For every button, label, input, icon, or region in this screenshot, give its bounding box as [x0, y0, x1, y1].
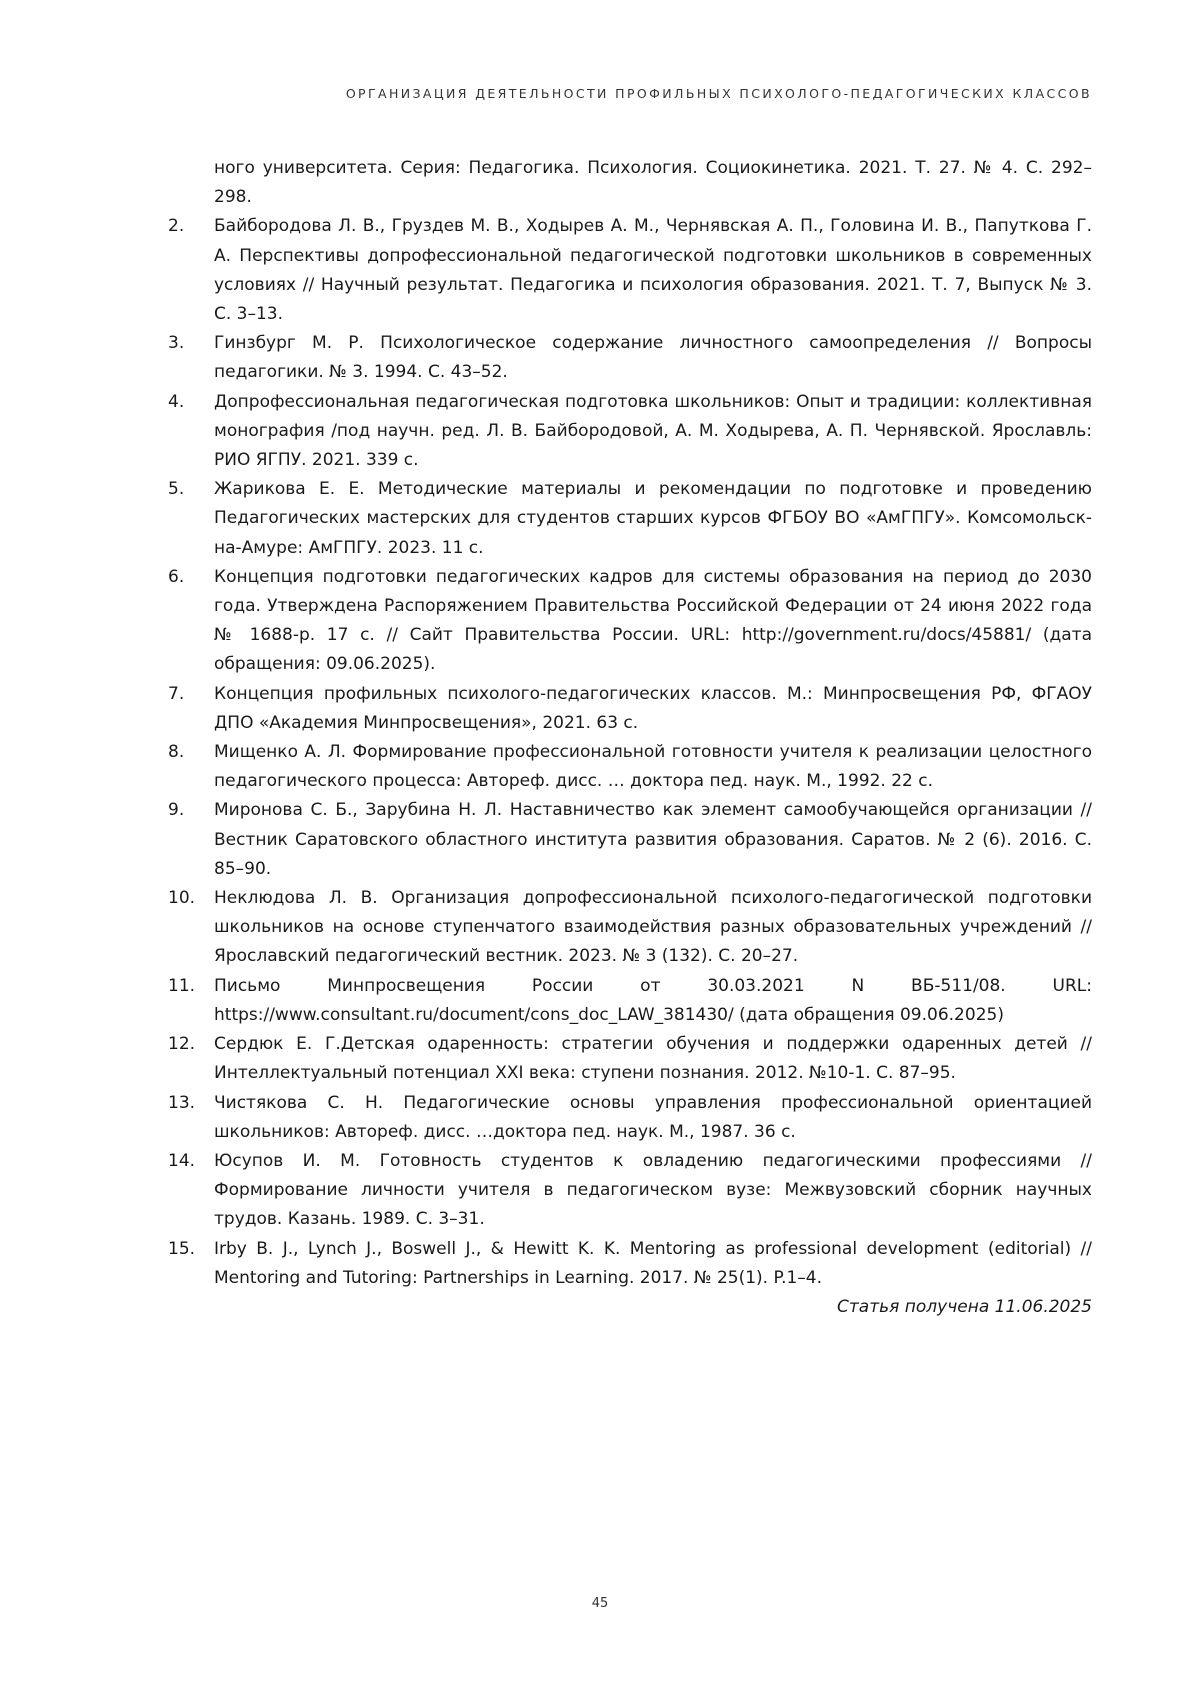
reference-text: Концепция профильных психолого-педагогических классов. М.: Минпросвещения РФ, ФГАОУ ДПО «Академия Минпросвещения», 2021. 63 с. [214, 683, 1092, 733]
reference-item-11 [168, 972, 1092, 1030]
reference-number: 8. [168, 742, 185, 763]
reference-number: 15. [168, 1238, 196, 1259]
reference-item-4 [168, 388, 1092, 476]
reference-text: Концепция подготовки педагогических кадров для системы образования на период до 2030 года. Утверждена Распоряжением Правительства Российской Федерации от 24 июня 2022 года № 1688-р. 17 с. // Сайт Правительства России. URL: http://government.ru/docs/45881/ (дата обращения: 09.06.2025). [214, 566, 1092, 675]
reference-text: Миронова С. Б., Зарубина Н. Л. Наставничество как элемент самообучающейся организации // Вестник Саратовского областного института развития образования. Саратов. № 2 (6). 2016. С. 85–90. [214, 800, 1092, 879]
reference-number: 4. [168, 391, 185, 412]
running-header: ОРГАНИЗАЦИЯ ДЕЯТЕЛЬНОСТИ ПРОФИЛЬНЫХ ПСИХОЛОГО-ПЕДАГОГИЧЕСКИХ КЛАССОВ [345, 86, 1092, 101]
reference-text: Irby B. J., Lynch J., Boswell J., & Hewitt K. K. Mentoring as professional development (editorial) // Mentoring and Tutoring: Partnerships in Learning. 2017. № 25(1). P.1–4. [214, 1238, 1092, 1288]
reference-number: 11. [168, 975, 196, 996]
reference-number: 3. [168, 333, 185, 354]
reference-item-5 [168, 475, 1092, 563]
reference-number: 7. [168, 683, 185, 704]
reference-text: Неклюдова Л. В. Организация допрофессиональной психолого-педагогической подготовки школьников на основе ступенчатого взаимодействия разных образовательных учреждений // Ярославский педагогический вестник. 2023. № 3 (132). С. 20–27. [214, 888, 1092, 967]
reference-text: Жарикова Е. Е. Методические материалы и рекомендации по подготовке и проведению Педагогических мастерских для студентов старших курсов ФГБОУ ВО «АмГПГУ». Комсомольск-на-Амуре: АмГПГУ. 2023. 11 с. [214, 479, 1092, 558]
reference-text: Байбородова Л. В., Груздев М. В., Ходырев А. М., Чернявская А. П., Головина И. В., Папуткова Г. А. Перспективы допрофессиональной педагогической подготовки школьников в современных условиях // Научный результат. Педагогика и психология образования. 2021. Т. 7, Выпуск № 3. С. 3–13. [214, 216, 1092, 325]
page-number: 45 [591, 1596, 609, 1611]
reference-number: 2. [168, 216, 185, 237]
reference-number: 13. [168, 1092, 196, 1113]
reference-number: 6. [168, 566, 185, 587]
reference-item-2 [168, 212, 1092, 329]
reference-text: Гинзбург М. Р. Психологическое содержание личностного самоопределения // Вопросы педагогики. № 3. 1994. С. 43–52. [214, 333, 1092, 383]
reference-text: Чистякова С. Н. Педагогические основы управления профессиональной ориентацией школьников: Автореф. дисс. …доктора пед. наук. М., 1987. 36 с. [214, 1092, 1092, 1142]
reference-text: ного университета. Серия: Педагогика. Психология. Социокинетика. 2021. Т. 27. № 4. С. 292–298. [214, 158, 1092, 208]
reference-item-3 [168, 329, 1092, 387]
reference-item-9 [168, 796, 1092, 884]
reference-item-8 [168, 738, 1092, 796]
reference-text: Мищенко А. Л. Формирование профессиональной готовности учителя к реализации целостного педагогического процесса: Автореф. дисс. … доктора пед. наук. М., 1992. 22 с. [214, 742, 1092, 792]
reference-item-10 [168, 884, 1092, 972]
reference-text: Допрофессиональная педагогическая подготовка школьников: Опыт и традиции: коллективная монография /под научн. ред. Л. В. Байбородовой, А. М. Ходырева, А. П. Чернявской. Ярославль: РИО ЯГПУ. 2021. 339 с. [214, 391, 1092, 471]
reference-number: 10. [168, 888, 196, 909]
reference-item-15 [168, 1235, 1092, 1293]
reference-number: 14. [168, 1150, 196, 1171]
reference-text: Юсупов И. М. Готовность студентов к овладению педагогическими профессиями // Формирование личности учителя в педагогическом вузе: Межвузовский сборник научных трудов. Казань. 1989. С. 3–31. [214, 1150, 1092, 1230]
reference-continuation [168, 154, 1092, 212]
reference-item-14 [168, 1147, 1092, 1235]
reference-item-12 [168, 1030, 1092, 1088]
reference-text: Сердюк Е. Г.Детская одаренность: стратегии обучения и поддержки одаренных детей // Интеллектуальный потенциал XXI века: ступени познания. 2012. №10-1. С. 87–95. [214, 1034, 1092, 1084]
reference-number: 5. [168, 479, 185, 500]
reference-item-6 [168, 563, 1092, 680]
reference-item-13 [168, 1089, 1092, 1147]
article-received-date: Статья получена 11.06.2025 [837, 1296, 1092, 1317]
reference-item-7 [168, 680, 1092, 738]
reference-text: Письмо Минпросвещения России от 30.03.2021 N ВБ-511/08. URL: https://www.consultant.ru/document/cons_doc_LAW_381430/ (дата обращения 09.06.2025) [214, 975, 1092, 1025]
reference-number: 12. [168, 1034, 196, 1055]
reference-number: 9. [168, 800, 185, 821]
reference-list [168, 154, 1092, 1322]
